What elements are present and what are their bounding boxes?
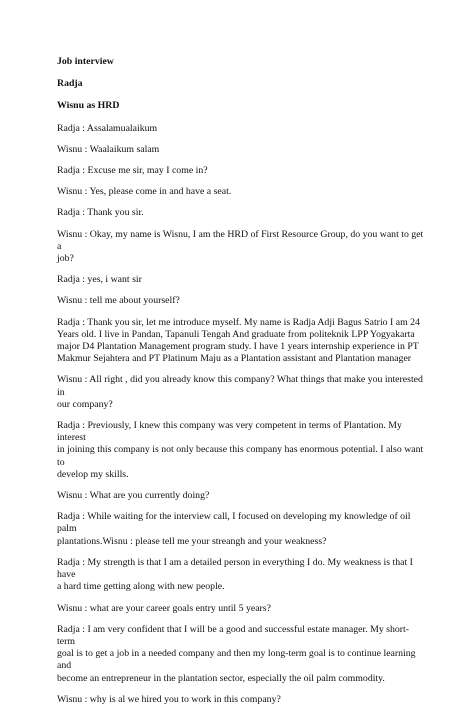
dialogue-line: Radja : Thank you sir. <box>57 207 144 219</box>
document-body <box>57 56 425 715</box>
dialogue-line: Wisnu : Yes, please come in and have a seat. <box>57 186 232 198</box>
dialogue-line: Radja : I am very confident that I will be a good and successful estate manager. My short-term goal is to get a job in a needed company and then my long-term goal is to continue learning and become an entrepreneur in the plantation sector, especially the oil palm commodity. <box>57 623 416 684</box>
dialogue-line: Wisnu : Okay, my name is Wisnu, I am the HRD of First Resource Group, do you want to get a job? <box>57 228 424 265</box>
dialogue-line: Wisnu : why is al we hired you to work in this company? <box>57 693 281 705</box>
dialogue-line: Wisnu : What are you currently doing? <box>57 490 210 502</box>
dialogue-line: Radja : Thank you sir, let me introduce myself. My name is Radja Adji Bagus Satrio I am 24 Years old. I live in Pandan, Tapanuli Tengah And graduate from politeknik LPP Yogyakarta major D4 Plantation Management program study. I have 1 years internship experience in PT Makmur Sejahtera and PT Platinum Maju as a Plantation assistant and Plantation manager <box>57 316 420 365</box>
dialogue-line: Wisnu : tell me about yourself? <box>57 295 180 307</box>
dialogue-line: Radja : yes, i want sir <box>57 274 142 286</box>
dialogue-line: Radja : Previously, I knew this company was very competent in terms of Plantation. My interest in joining this company is not only because this company has enormous potential. I also want to develop my skills. <box>57 420 424 480</box>
dialogue-line: Radja : Excuse me sir, may I come in? <box>57 165 208 177</box>
dialogue-line: Wisnu : what are your career goals entry until 5 years? <box>57 602 271 614</box>
speaker-heading-radja: Radja <box>57 78 83 90</box>
dialogue-line: Wisnu : All right , did you already know this company? What things that make you interested in our company? <box>57 374 423 410</box>
dialogue-line: Radja : My strength is that I am a detailed person in everything I do. My weakness is that I have a hard time getting along with new people. <box>57 556 413 593</box>
dialogue-line: Radja : While waiting for the interview call, I focused on developing my knowledge of oil palm plantations.Wisnu : please tell me your streangh and your weakness? <box>57 511 411 547</box>
dialogue-line: Radja : Assalamualaikum <box>57 122 158 134</box>
speaker-heading-wisnu: Wisnu as HRD <box>57 100 120 112</box>
dialogue-line: Wisnu : Waalaikum salam <box>57 143 160 155</box>
document-title: Job interview <box>57 56 114 67</box>
